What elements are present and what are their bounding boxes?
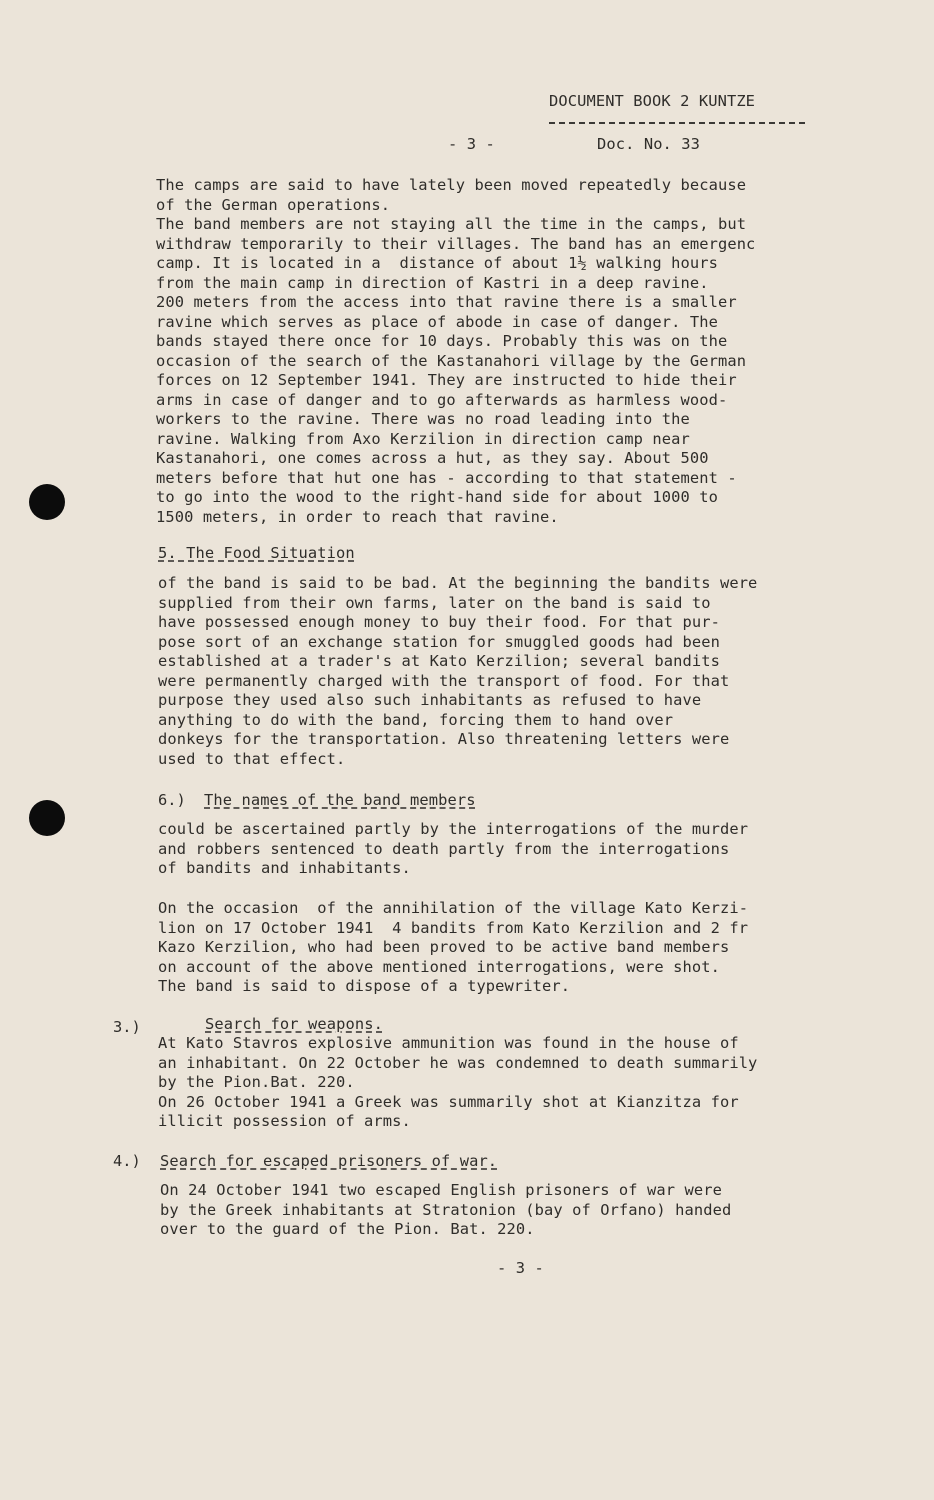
text-line: The band is said to dispose of a typewriter. (158, 977, 571, 995)
text-line: ravine. Walking from Axo Kerzilion in direction camp near (156, 429, 690, 448)
doc-number: Doc. No. 33 (597, 135, 701, 153)
text-line: used to that effect. (158, 749, 346, 768)
text-line: workers to the ravine. There was no road leading into the (156, 410, 690, 428)
text-line: by the Pion.Bat. 220. (158, 1073, 355, 1091)
prisoners-paragraph (160, 1181, 731, 1240)
text-line: meters before that hut one has - according to that statement - (156, 468, 737, 487)
food-paragraph (158, 574, 757, 769)
names-heading: The names of the band members (204, 791, 476, 809)
text-line: forces on 12 September 1941. They are instructed to hide their (156, 371, 737, 389)
text-line: have possessed enough money to buy their food. For that pur- (158, 613, 720, 631)
text-line: of the band is said to be bad. At the beginning the bandits were (158, 574, 758, 592)
weapons-heading: Search for weapons. (205, 1015, 383, 1033)
weapons-paragraph (158, 1034, 757, 1132)
text-line: arms in case of danger and to go afterwards as harmless wood- (156, 390, 728, 409)
text-line: ravine which serves as place of abode in case of danger. The (156, 312, 718, 331)
page-marker-bottom: - 3 - (497, 1259, 544, 1277)
text-line: bands stayed there once for 10 days. Probably this was on the (156, 332, 728, 350)
text-line: donkeys for the transportation. Also threatening letters were (158, 730, 730, 748)
doc-book-title: DOCUMENT BOOK 2 KUNTZE (549, 92, 756, 110)
text-line: On 26 October 1941 a Greek was summarily shot at Kianzitza for (158, 1092, 739, 1111)
text-line: over to the guard of the Pion. Bat. 220. (160, 1220, 535, 1238)
text-line: could be ascertained partly by the interrogations of the murder (158, 820, 749, 838)
text-line: At Kato Stavros explosive ammunition was found in the house of (158, 1034, 739, 1052)
text-line: On 24 October 1941 two escaped English prisoners of war were (160, 1181, 722, 1199)
prisoners-heading: Search for escaped prisoners of war. (160, 1152, 498, 1170)
text-line: supplied from their own farms, later on the band is said to (158, 593, 711, 612)
food-heading: 5. The Food Situation (158, 544, 355, 562)
text-line: Kazo Kerzilion, who had been proved to be active band members (158, 938, 730, 956)
text-line: of bandits and inhabitants. (158, 859, 411, 877)
text-line: 1500 meters, in order to reach that ravine. (156, 507, 559, 526)
names-number: 6.) (158, 791, 186, 809)
text-line: occasion of the search of the Kastanahori village by the German (156, 351, 747, 370)
text-line: anything to do with the band, forcing them to hand over (158, 710, 674, 729)
text-line: withdraw temporarily to their villages. The band has an emergenc (156, 234, 756, 253)
text-line: established at a trader's at Kato Kerzilion; several bandits (158, 652, 720, 670)
text-line: Kastanahori, one comes across a hut, as they say. About 500 (156, 449, 709, 467)
names-paragraph (158, 820, 748, 879)
weapons-number: 3.) (113, 1018, 141, 1036)
text-line: from the main camp in direction of Kastri in a deep ravine. (156, 273, 709, 292)
text-line: The camps are said to have lately been moved repeatedly because (156, 176, 747, 194)
text-line: The band members are not staying all the time in the camps, but (156, 215, 747, 233)
text-line: camp. It is located in a distance of about 1½ walking hours (156, 254, 718, 272)
text-line: to go into the wood to the right-hand side for about 1000 to (156, 488, 718, 506)
page-marker-top: - 3 - (448, 135, 495, 153)
prisoners-number: 4.) (113, 1152, 141, 1170)
punch-hole (29, 800, 65, 836)
text-line: pose sort of an exchange station for smuggled goods had been (158, 632, 720, 651)
punch-hole (29, 484, 65, 520)
text-line: an inhabitant. On 22 October he was condemned to death summarily (158, 1053, 758, 1072)
text-line: illicit possession of arms. (158, 1112, 411, 1130)
text-line: On the occasion of the annihilation of the village Kato Kerzi- (158, 899, 749, 917)
text-line: purpose they used also such inhabitants as refused to have (158, 691, 702, 709)
text-line: were permanently charged with the transport of food. For that (158, 671, 730, 690)
text-line: of the German operations. (156, 195, 391, 214)
text-line: 200 meters from the access into that ravine there is a smaller (156, 293, 737, 311)
text-line: by the Greek inhabitants at Stratonion (bay of Orfano) handed (160, 1200, 732, 1219)
names-paragraph-2 (158, 899, 748, 997)
text-line: lion on 17 October 1941 4 bandits from Kato Kerzilion and 2 fr (158, 918, 749, 937)
intro-paragraph (156, 176, 755, 527)
text-line: on account of the above mentioned interrogations, were shot. (158, 957, 720, 976)
header-rule (549, 122, 805, 124)
text-line: and robbers sentenced to death partly from the interrogations (158, 839, 730, 858)
